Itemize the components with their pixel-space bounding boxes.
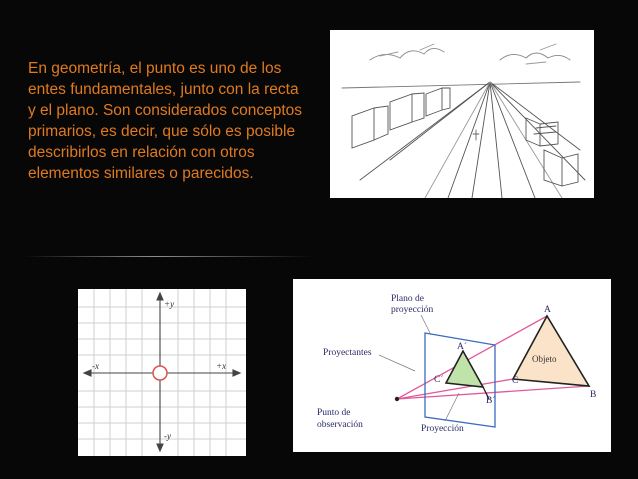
projection-label: Proyección — [421, 424, 464, 434]
vertex-A-label: A — [544, 305, 551, 315]
vertex-B-label: B — [590, 390, 597, 400]
rays-label-pointer — [379, 355, 415, 371]
vertex-C-label: C — [512, 376, 519, 386]
viewpoint-dot — [395, 397, 399, 401]
projection-diagram-image — [293, 279, 611, 452]
x-neg-label: -x — [92, 361, 99, 371]
divider-rule — [24, 256, 314, 257]
x-axis-arrow-left — [84, 370, 91, 376]
viewpoint-label-line2: observación — [317, 420, 363, 430]
cartesian-plane-image — [78, 289, 246, 456]
object-triangle — [513, 316, 589, 386]
vertex-C-prime-label: C´ — [434, 375, 444, 385]
x-axis-arrow-right — [233, 370, 240, 376]
plane-label-line2: proyección — [391, 305, 434, 315]
y-axis-arrow-down — [157, 444, 163, 451]
object-label: Objeto — [532, 354, 557, 364]
perspective-sketch-image — [330, 30, 594, 198]
cartesian-plane-drawing — [78, 289, 246, 456]
viewpoint-label-line1: Punto de — [317, 408, 351, 418]
rays-label: Proyectantes — [323, 348, 372, 358]
perspective-sketch-drawing — [330, 30, 594, 198]
projection-diagram-drawing — [293, 279, 611, 452]
body-text: En geometría, el punto es uno de los entes fundamentales, junto con la recta y el plano. Son considerados conceptos primarios, es decir, que sólo es posible describirlos en relación con otros elementos similares o parecidos. — [28, 60, 303, 182]
plane-label-line1: Plano de — [391, 294, 424, 304]
projection-label-pointer — [445, 393, 459, 421]
x-pos-label: +x — [216, 361, 227, 371]
y-pos-label: +y — [164, 299, 175, 309]
plane-label-pointer — [421, 315, 431, 335]
origin-marker — [153, 366, 167, 380]
y-axis-arrow-up — [157, 293, 163, 300]
vertex-B-prime-label: B´ — [486, 396, 496, 406]
y-neg-label: -y — [164, 431, 171, 441]
vertex-A-prime-label: A´ — [457, 342, 468, 352]
